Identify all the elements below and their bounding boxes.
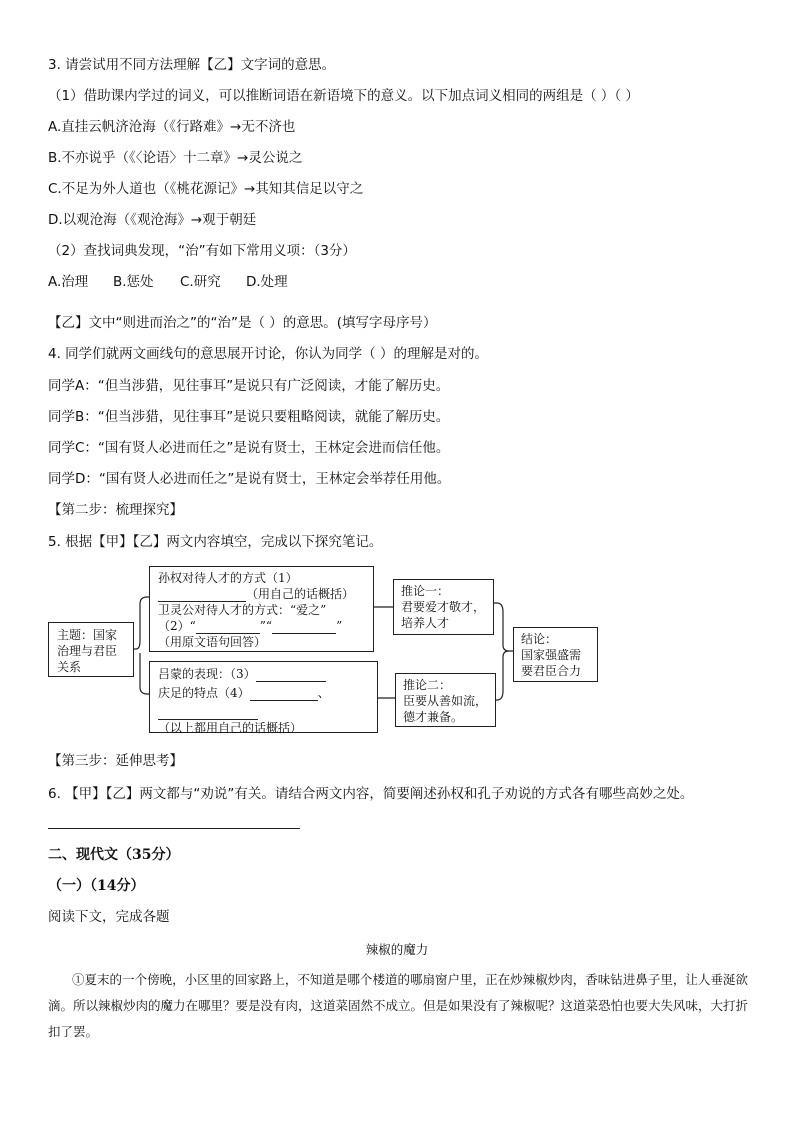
inference-2-label: 推论二：	[403, 678, 452, 692]
blank-2-prefix: （2）“	[158, 619, 196, 633]
inference-2-line-2: 德才兼备。	[403, 710, 464, 724]
section-divider	[48, 828, 300, 829]
blank-2-suffix: ”	[336, 619, 343, 633]
q3-option-a: A.直挂云帆济沧海（《行路难》→无不济也	[48, 119, 296, 135]
q3-sub1: （1）借助课内学过的词义，可以推断词语在新语境下的意义。以下加点词义相同的两组是（ ）（ ）	[48, 88, 639, 104]
weilinggong-blanks	[158, 618, 365, 634]
inference-1-line-1: 君要爱才敬才，	[401, 600, 486, 614]
q3-option-c: C.不足为外人道也（《桃花源记》→其知其信足以守之	[48, 181, 364, 197]
blank-4b[interactable]	[158, 707, 258, 720]
lvmeng-hint: （以上都用自己的话概括）	[158, 721, 303, 735]
qingzu-traits	[158, 685, 369, 701]
q6-text: 6. 【甲】【乙】两文都与“劝说”有关。请结合两文内容，简要阐述孙权和孔子劝说的方式各有哪些高妙之处。	[48, 786, 694, 802]
section-2-part: （一）（14分）	[48, 878, 145, 894]
inference-1-box	[393, 579, 494, 635]
blank-2a[interactable]	[196, 621, 260, 634]
sunquan-blank-line	[158, 586, 365, 602]
brace-right-bottom	[496, 651, 509, 700]
blank-2-mid: ”“	[259, 619, 273, 633]
q3-sub2: （2）查找词典发现，“治”有如下常用义项：（3分）	[48, 243, 356, 259]
brace-left-top	[133, 597, 149, 649]
qingzu-blank-line	[158, 704, 369, 720]
section-2-heading: 二、现代文（35分）	[48, 847, 180, 863]
inference-1-label: 推论一：	[401, 584, 450, 598]
q4-student-b: 同学B：“但当涉猎，见往事耳”是说只要粗略阅读，就能了解历史。	[48, 409, 450, 425]
q3-choice-b: B.惩处	[113, 274, 154, 290]
q4-student-a: 同学A：“但当涉猎，见往事耳”是说只有广泛阅读，才能了解历史。	[48, 378, 450, 394]
inference-2-box	[395, 673, 496, 727]
conclusion-box	[513, 627, 598, 682]
theme-line-1: 主题：国家	[57, 628, 118, 642]
blank-4a[interactable]	[250, 688, 318, 701]
qingzu-sep: 、	[317, 686, 330, 700]
q3-option-d: D.以观沧海（《观沧海》→观于朝廷	[48, 212, 257, 228]
conclusion-label: 结论：	[521, 632, 558, 646]
conclusion-line-2: 要君臣合力	[521, 664, 582, 678]
step3-heading: 【第三步：延伸思考】	[48, 753, 183, 769]
blank-1[interactable]	[158, 589, 246, 602]
inference-1-line-2: 培养人才	[401, 616, 450, 630]
q3-choice-a: A.治理	[48, 274, 89, 290]
weilinggong-method: 卫灵公对待人才的方式：“爱之”	[158, 603, 327, 617]
sunquan-hint: （用自己的话概括）	[246, 587, 355, 601]
reading-instruction: 阅读下文，完成各题	[48, 909, 170, 925]
q5-title: 5. 根据【甲】【乙】两文内容填空，完成以下探究笔记。	[48, 534, 383, 550]
q3-option-b: B.不亦说乎（《〈论语〉十二章》→灵公说之	[48, 150, 303, 166]
q3-fill: 【乙】文中“则进而治之”的“治”是（ ）的意思。(填写字母序号）	[48, 315, 437, 331]
q4-student-c: 同学C：“国有贤人必进而任之”是说有贤士，王林定会进而信任他。	[48, 440, 450, 456]
lvmeng-box	[149, 661, 378, 733]
blank-2b[interactable]	[272, 621, 336, 634]
article-title: 辣椒的魔力	[365, 942, 429, 957]
blank-3[interactable]	[256, 669, 326, 682]
theme-line-2: 治理与君臣	[57, 644, 118, 658]
brace-right-top	[494, 603, 513, 651]
theme-box	[48, 622, 134, 677]
step2-heading: 【第二步：梳理探究】	[48, 502, 183, 518]
q3-choice-c: C.研究	[180, 274, 221, 290]
q4-title: 4. 同学们就两文画线句的意思展开讨论，你认为同学（ ）的理解是对的。	[48, 346, 488, 362]
q4-student-d: 同学D：“国有贤人必进而任之”是说有贤士，王林定会举荐任用他。	[48, 471, 451, 487]
q3-choice-d: D.处理	[246, 274, 288, 290]
lvmeng-performance	[158, 666, 369, 682]
q3-title: 3. 请尝试用不同方法理解【乙】文字词的意思。	[48, 57, 336, 73]
conclusion-line-1: 国家强盛需	[521, 648, 582, 662]
inference-2-line-1: 臣要从善如流，	[403, 694, 488, 708]
qingzu-label: 庆足的特点（4）	[158, 686, 250, 700]
brace-left-bottom	[140, 653, 149, 694]
article-paragraph-1: ①夏末的一个傍晚，小区里的回家路上，不知道是哪个楼道的哪扇窗户里，正在炒辣椒炒肉，香味钻进鼻子里，让人垂涎欲滴。所以辣椒炒肉的魔力在哪里？要是没有肉，这道菜固然不成立。但是如果没有了辣椒呢？这道菜恐怕也要大失风味，大打折扣了罢。	[48, 972, 749, 1039]
lvmeng-label: 吕蒙的表现：（3）	[158, 667, 256, 681]
talent-treatment-box	[149, 566, 374, 652]
weilinggong-hint: （用原文语句回答）	[158, 635, 267, 649]
sunquan-method: 孙权对待人才的方式（1）	[158, 571, 298, 585]
theme-line-3: 关系	[57, 660, 82, 674]
